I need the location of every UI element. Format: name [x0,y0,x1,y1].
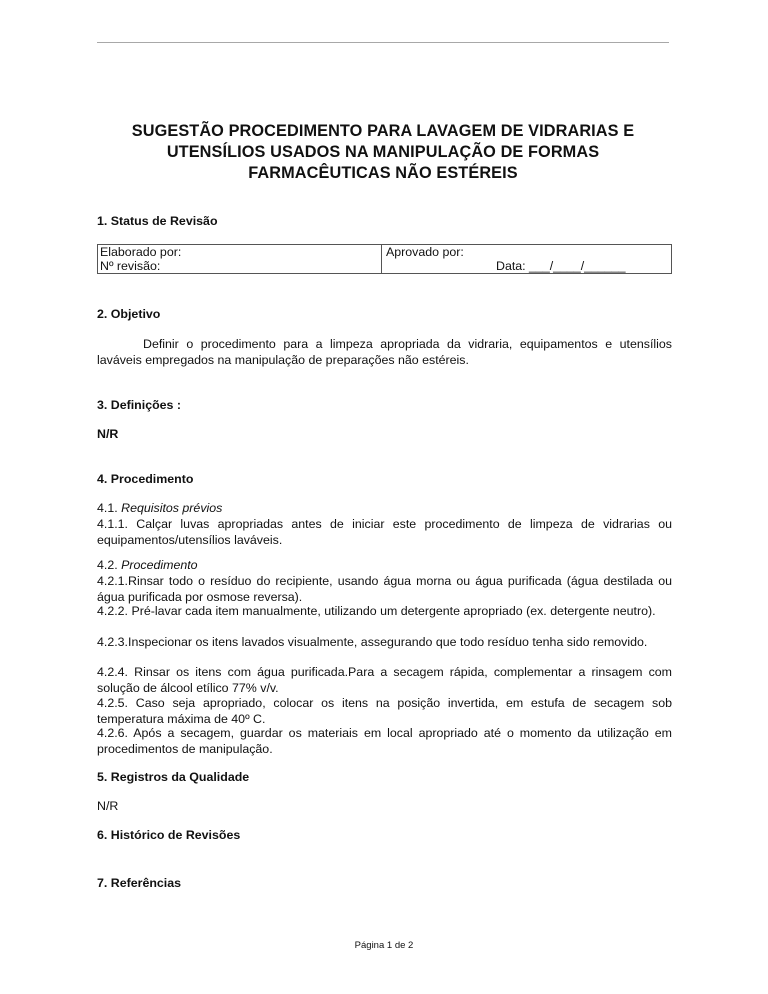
title-line-3: FARMACÊUTICAS NÃO ESTÉREIS [248,164,518,182]
section-7-heading: 7. Referências [97,876,182,890]
section-4-heading: 4. Procedimento [97,472,194,486]
subsection-4-1-name: Requisitos prévios [121,501,223,515]
revisao-label: Nº revisão: [100,259,161,273]
quality-records-text: N/R [97,799,119,813]
subsection-4-1-number: 4.1. [97,501,118,515]
page-number: Página 1 de 2 [354,940,414,951]
item-4-2-5: 4.2.5. Caso seja apropriado, colocar os itens na posição invertida, em estufa de secagem sob temperatura máxima de 40º C. [97,696,672,726]
item-4-2-1: 4.2.1.Rinsar todo o resíduo do recipiente, usando água morna ou água purificada (água destilada ou água purificada por osmose reversa). [97,574,672,604]
subsection-4-2-name: Procedimento [121,558,198,572]
table-divider [381,245,382,273]
item-4-2-4: 4.2.4. Rinsar os itens com água purificada.Para a secagem rápida, complementar a rinsagem com solução de álcool etílico 77% v/v. [97,665,672,695]
subsection-4-2-number: 4.2. [97,558,118,572]
section-1-heading: 1. Status de Revisão [97,214,218,228]
subsection-4-1-title [97,500,672,516]
section-3-heading: 3. Definições : [97,398,182,412]
item-4-2-2: 4.2.2. Pré-lavar cada item manualmente, utilizando um detergente apropriado (ex. detergente neutro). [97,604,656,618]
subsection-4-2-title [97,557,672,573]
elaborado-label: Elaborado por: [100,245,182,259]
section-6-heading: 6. Histórico de Revisões [97,828,241,842]
objective-text: Definir o procedimento para a limpeza apropriada da vidraria, equipamentos e utensílios laváveis empregados na manipulação de preparações não estéreis. [97,337,672,367]
item-4-2-6: 4.2.6. Após a secagem, guardar os materiais em local apropriado até o momento da utilização em procedimentos de manipulação. [97,726,672,756]
revision-status-table [97,244,672,274]
header-rule [97,42,669,43]
title-line-1: SUGESTÃO PROCEDIMENTO PARA LAVAGEM DE VIDRARIAS E [131,122,635,140]
title-line-2: UTENSÍLIOS USADOS NA MANIPULAÇÃO DE FORMAS [166,143,600,161]
aprovado-label: Aprovado por: [386,245,464,259]
item-4-2-3: 4.2.3.Inspecionar os itens lavados visualmente, assegurando que todo resíduo tenha sido removido. [97,635,648,649]
section-2-heading: 2. Objetivo [97,307,161,321]
data-label: Data: ___/____/______ [496,259,626,273]
section-5-heading: 5. Registros da Qualidade [97,770,250,784]
definitions-text: N/R [97,427,119,441]
item-4-1-1: 4.1.1. Calçar luvas apropriadas antes de iniciar este procedimento de limpeza de vidrarias ou equipamentos/utensílios laváveis. [97,517,672,547]
document-title [97,121,669,184]
